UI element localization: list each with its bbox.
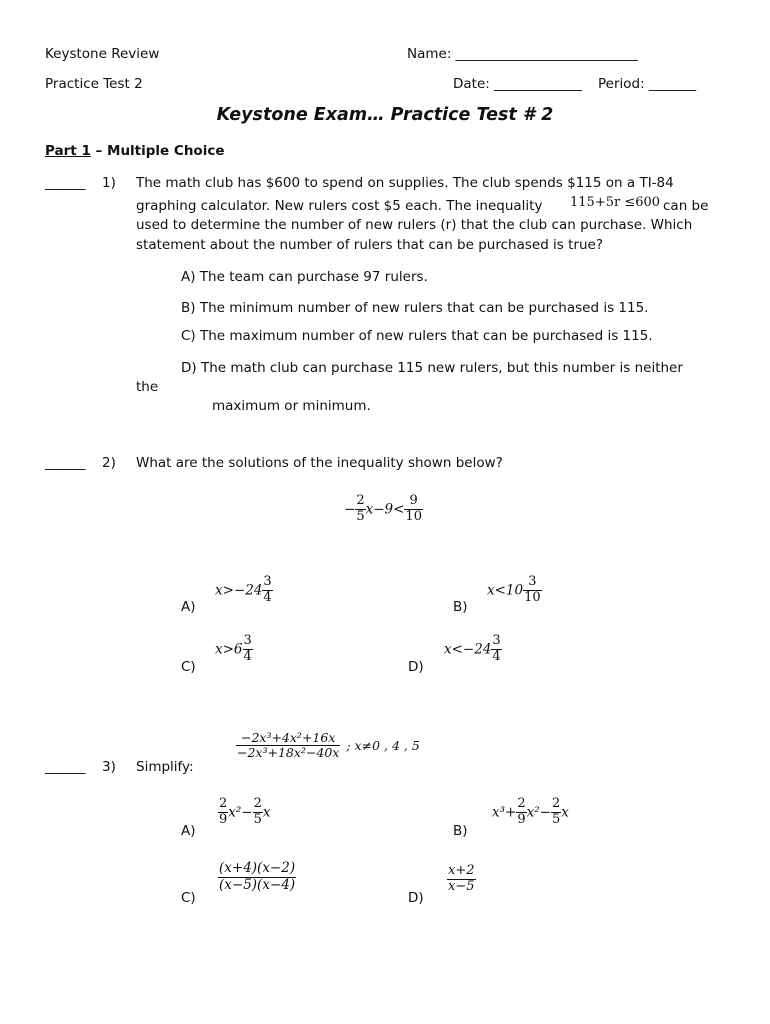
q1-choice-d-line1: D) The math club can purchase 115 new rulers, but this number is neither <box>181 360 683 376</box>
q1-inequality: 115+5r ≤600 <box>570 195 661 210</box>
q3-choice-a-label: A) <box>181 823 196 839</box>
q3-choice-c-label: C) <box>181 890 196 906</box>
q1-choice-a: A) The team can purchase 97 rulers. <box>181 269 428 285</box>
q2-number: 2) <box>102 455 116 471</box>
q2-choice-a-expr: x>−24 $\frac{3}{4}$ <box>215 574 272 605</box>
q1-choice-d-line3: maximum or minimum. <box>212 398 371 414</box>
q2-choice-c-label: C) <box>181 659 196 675</box>
q2-choice-c-expr: x>6 $\frac{3}{4}$ <box>215 633 252 664</box>
q3-choice-d-expr: $\frac{x+2}{x-5}$ <box>448 863 475 894</box>
q2-choice-b-expr: x<10 $\frac{3}{10}$ <box>487 574 541 605</box>
date-field-label: Date: _____________ <box>453 76 582 92</box>
q3-choice-b-expr: x³+ $\frac{2}{9}$ x²− $\frac{2}{5}$ x <box>492 796 569 827</box>
q1-choice-b: B) The minimum number of new rulers that can be purchased is 115. <box>181 300 649 316</box>
q3-choice-b-label: B) <box>453 823 468 839</box>
q1-line3: used to determine the number of new rulers (r) that the club can purchase. Which <box>136 217 693 233</box>
q1-choice-d-line2: the <box>136 379 159 395</box>
q2-choice-d-label: D) <box>408 659 424 675</box>
q1-line2b: can be <box>663 198 709 214</box>
q3-expression: $\frac{\text{−2x³+4x²+16x}}{\text{−2x³+18x²−40x}}$ ; x≠0 , 4 , 5 <box>237 730 420 761</box>
part-label: Part 1 <box>45 143 91 159</box>
header-test: Practice Test 2 <box>45 76 143 92</box>
name-field-label: Name: ___________________________ <box>407 46 638 62</box>
q3-number: 3) <box>102 759 116 775</box>
q1-line2a: graphing calculator. New rulers cost $5 each. The inequality <box>136 198 543 214</box>
header-course: Keystone Review <box>45 46 160 62</box>
q3-choice-a-expr: $\frac{2}{9}$ x²− $\frac{2}{5}$ x <box>219 796 271 827</box>
part-title: – Multiple Choice <box>90 143 225 159</box>
q1-number: 1) <box>102 175 116 191</box>
part-heading <box>45 143 225 159</box>
q2-choice-d-expr: x<−24 $\frac{3}{4}$ <box>444 633 501 664</box>
q2-answer-blank: ______ <box>45 455 86 471</box>
page-title: Keystone Exam… Practice Test # 2 <box>216 105 554 125</box>
q1-choice-c: C) The maximum number of new rulers that can be purchased is 115. <box>181 328 653 344</box>
q1-line1: The math club has $600 to spend on supplies. The club spends $115 on a TI-84 <box>136 175 674 191</box>
q2-inequality: − $\frac{2}{5}$ x−9< $\frac{9}{10}$ <box>344 493 422 524</box>
q2-prompt: What are the solutions of the inequality shown below? <box>136 455 503 471</box>
q3-prompt: Simplify: <box>136 759 194 775</box>
q1-answer-blank: ______ <box>45 175 86 191</box>
q2-choice-b-label: B) <box>453 599 468 615</box>
q3-choice-d-label: D) <box>408 890 424 906</box>
q3-choice-c-expr: $\frac{(x+4)(x-2)}{(x-5)(x-4)}$ <box>219 860 296 893</box>
q1-line4: statement about the number of rulers that can be purchased is true? <box>136 237 603 253</box>
period-field-label: Period: _______ <box>598 76 697 92</box>
q3-answer-blank: ______ <box>45 759 86 775</box>
q2-choice-a-label: A) <box>181 599 196 615</box>
